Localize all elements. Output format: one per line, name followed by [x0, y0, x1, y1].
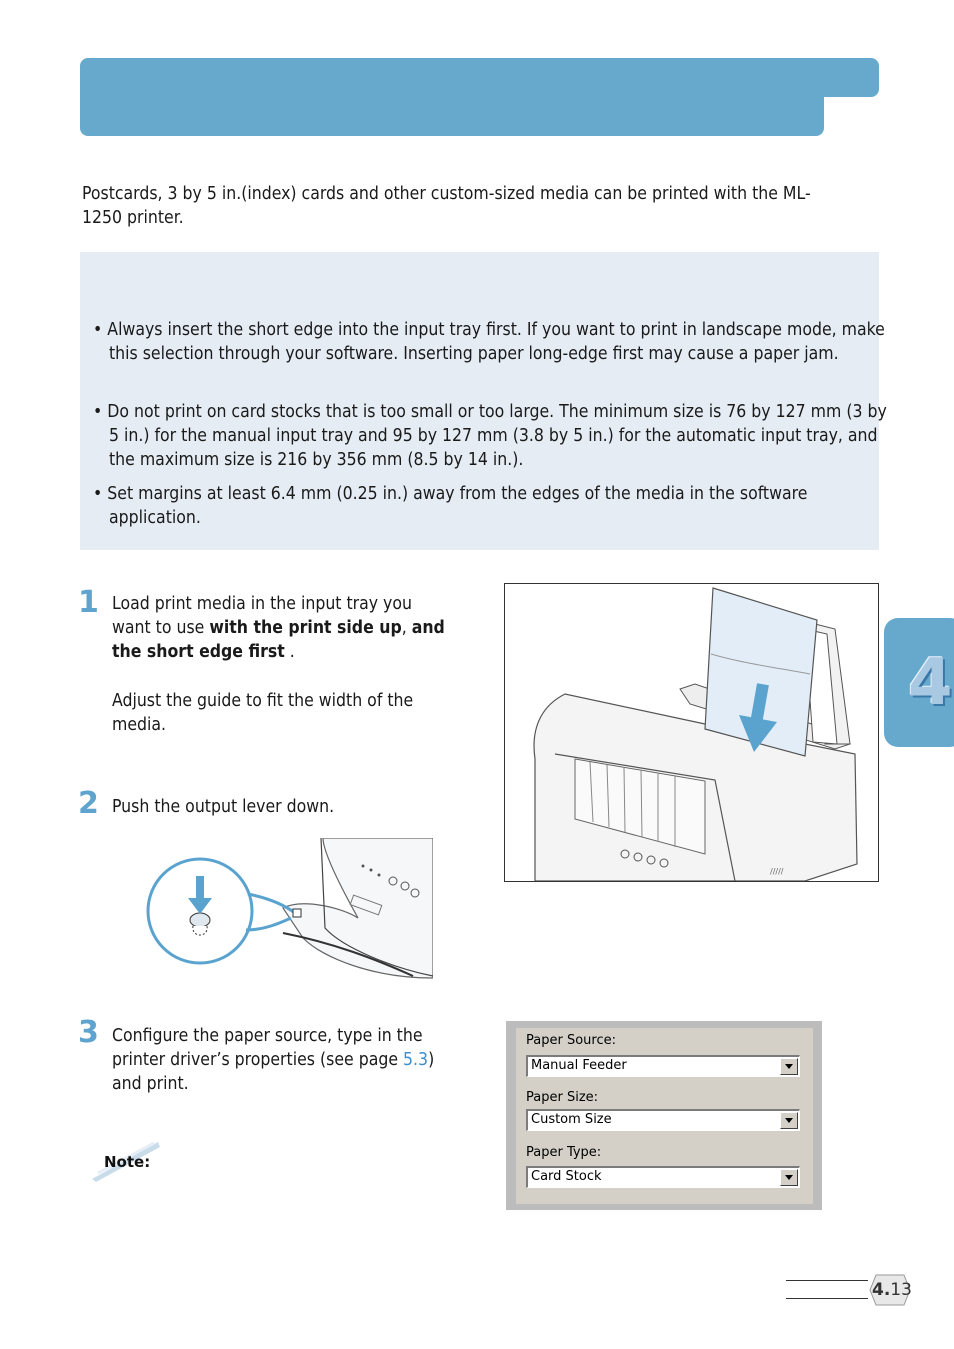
- paper-source-value: Manual Feeder: [531, 1058, 627, 1073]
- guideline-item: • Do not print on card stocks that is too small or too large. The minimum size is 76 by 127 mm (3 by 5 in.) for the manual input tray and 95 by 127 mm (3.8 by 5 in.) for the automatic input tray, and the maximum size is 216 by 356 mm (8.5 by 14 in.).: [93, 402, 887, 470]
- paper-type-label: Paper Type:: [526, 1145, 602, 1160]
- step-1-text: Load print media in the input tray you want to use with the print side up, and the short edge first .: [112, 594, 445, 662]
- step-number: 1: [78, 585, 99, 620]
- paper-size-value: Custom Size: [531, 1112, 612, 1127]
- paper-type-value: Card Stock: [531, 1169, 602, 1184]
- output-lever-illustration: [143, 838, 433, 983]
- note-label: Note:: [104, 1153, 151, 1171]
- printer-loading-illustration: [504, 583, 879, 882]
- svg-text://///: /////: [770, 867, 784, 876]
- header-banner-tab: [800, 58, 879, 97]
- page-link[interactable]: 5.3: [403, 1050, 429, 1070]
- guideline-item: • Always insert the short edge into the input tray first. If you want to print in landscape mode, make this selection through your software. Inserting paper long-edge first may cause a paper jam.: [93, 320, 885, 364]
- page-number-rule: [786, 1298, 868, 1299]
- guideline-item: • Set margins at least 6.4 mm (0.25 in.) away from the edges of the media in the software application.: [93, 484, 808, 528]
- printer-properties-dialog: [506, 1021, 822, 1210]
- step-1-extra: Adjust the guide to fit the width of the media.: [112, 691, 414, 735]
- paper-size-label: Paper Size:: [526, 1090, 599, 1105]
- paper-source-label: Paper Source:: [526, 1033, 616, 1048]
- step-2-text: Push the output lever down.: [112, 797, 335, 817]
- step-number: 3: [78, 1015, 99, 1050]
- chevron-down-icon[interactable]: [780, 1169, 798, 1186]
- page-number-rule: [786, 1280, 868, 1281]
- chevron-down-icon[interactable]: [780, 1058, 798, 1075]
- paper-source-select[interactable]: [526, 1055, 800, 1077]
- step-3-text: Configure the paper source, type in the printer driver’s properties (see page 5.3) and print.: [112, 1026, 435, 1094]
- step-number: 2: [78, 786, 99, 821]
- chevron-down-icon[interactable]: [780, 1112, 798, 1129]
- paper-type-select[interactable]: [526, 1166, 800, 1188]
- intro-paragraph: Postcards, 3 by 5 in.(index) cards and other custom-sized media can be printed with the ML-1250 printer.: [82, 184, 811, 228]
- chapter-number: 4: [908, 646, 953, 720]
- page-number: 4.13: [872, 1280, 912, 1300]
- header-banner: [80, 58, 824, 136]
- paper-size-select[interactable]: [526, 1109, 800, 1131]
- dialog-panel: [516, 1028, 813, 1204]
